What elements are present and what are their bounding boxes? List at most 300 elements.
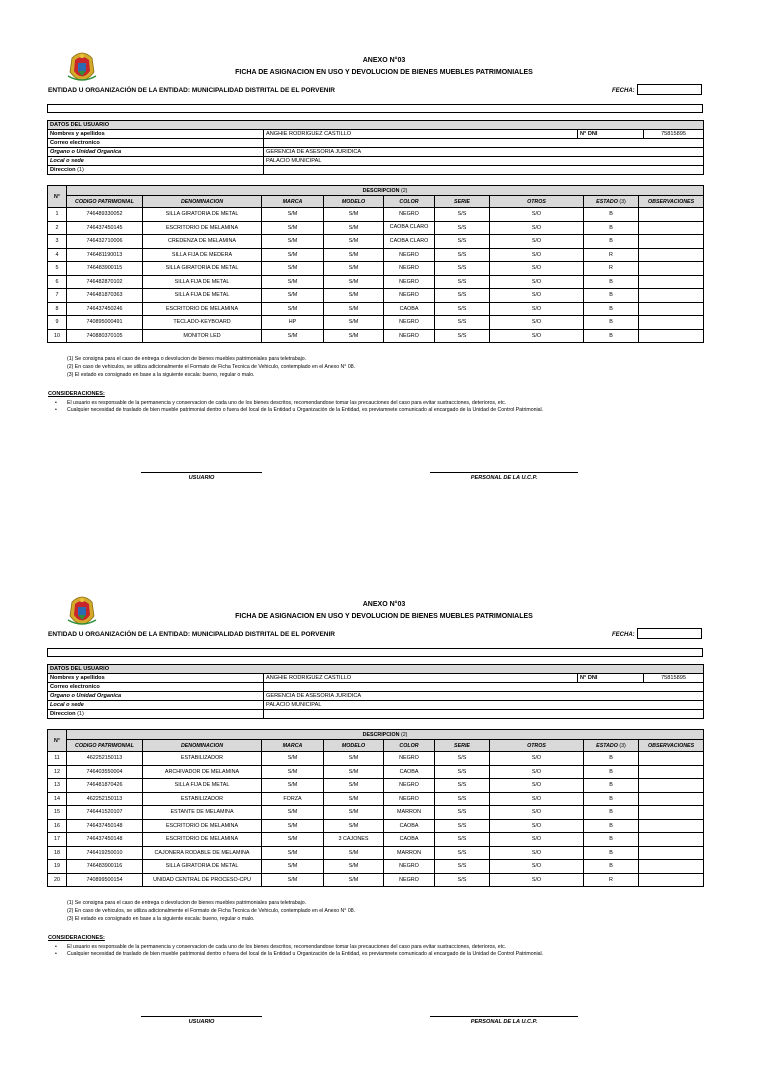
organ-label: Organo o Unidad Organica — [48, 692, 264, 701]
asset-state: B — [584, 806, 639, 820]
asset-state: B — [584, 819, 639, 833]
asset-brand: S/M — [262, 289, 324, 303]
col-header-other: OTROS — [490, 740, 584, 752]
asset-code: 746481870363 — [67, 289, 143, 303]
row-number: 1 — [48, 208, 67, 222]
description-header — [67, 186, 704, 196]
considerations-list — [55, 944, 575, 959]
asset-other: S/O — [490, 248, 584, 262]
table-row — [48, 248, 704, 262]
asset-name: SILLA GIRATORIA DE METAL — [143, 208, 262, 222]
asset-model: S/M — [324, 235, 384, 249]
asset-observations — [639, 792, 704, 806]
asset-serial: S/S — [435, 262, 490, 276]
description-label: DESCRIPCION — [362, 187, 400, 194]
row-number: 5 — [48, 262, 67, 276]
footnote-2: (2) En caso de vehiculos, se utiliza adicionalmente el Formato de Ficha Tecnica de Vehiculo, contemplado en el Anexo N° 08. — [67, 908, 356, 914]
user-section-title: DATOS DEL USUARIO — [48, 665, 704, 674]
asset-serial: S/S — [435, 248, 490, 262]
asset-observations — [639, 221, 704, 235]
asset-serial: S/S — [435, 221, 490, 235]
table-row — [48, 289, 704, 303]
asset-serial: S/S — [435, 752, 490, 766]
asset-other: S/O — [490, 289, 584, 303]
asset-name: UNIDAD CENTRAL DE PROCESO-CPU — [143, 873, 262, 887]
asset-observations — [639, 302, 704, 316]
asset-color: CAOBA — [384, 833, 435, 847]
asset-observations — [639, 235, 704, 249]
asset-name: SILLA FIJA DE METAL — [143, 779, 262, 793]
col-header-model: MODELO — [324, 196, 384, 208]
row-number: 18 — [48, 846, 67, 860]
col-header-state — [584, 740, 639, 752]
asset-model: S/M — [324, 275, 384, 289]
dni-label: N° DNI — [578, 130, 644, 139]
address-label — [48, 166, 264, 175]
address-note: (1) — [77, 167, 84, 173]
asset-serial: S/S — [435, 819, 490, 833]
asset-color: NEGRO — [384, 262, 435, 276]
consideration-2: Cualquier necesidad de traslado de bien mueble patrimonial dentro o fuera del local de la Entidad u Organización de la Entidad, es previamnete comunicado al encargado de la Unidad de Control Patrimonial. — [67, 407, 544, 414]
asset-color: CAOBA CLARO — [384, 221, 435, 235]
table-row — [48, 262, 704, 276]
footnote-3: (3) El estado es consignado en base a la siguiente escala: bueno, regular o malo. — [67, 916, 255, 922]
blank-row — [47, 104, 703, 113]
asset-brand: FORZA — [262, 792, 324, 806]
asset-code: 462252150113 — [67, 792, 143, 806]
asset-state: B — [584, 860, 639, 874]
consideration-1: El usuario es responsable de la permanencia y conservacion de cada uno de los bienes descritos, recomendandose tomar las precauciones del caso para evitar sustracciones, deterioros, etc. — [67, 944, 507, 950]
table-row — [48, 779, 704, 793]
asset-observations — [639, 275, 704, 289]
col-header-name: DENOMINACION — [143, 740, 262, 752]
asset-model: S/M — [324, 262, 384, 276]
col-header-serial: SERIE — [435, 740, 490, 752]
address-label-text: Direccion — [50, 167, 76, 173]
asset-code: 746482870102 — [67, 275, 143, 289]
asset-state: B — [584, 833, 639, 847]
asset-name: ESCRITORIO DE MELAMINA — [143, 221, 262, 235]
asset-color: CAOBA — [384, 765, 435, 779]
asset-color: NEGRO — [384, 289, 435, 303]
col-header-code: CODIGO PATRIMONIAL — [67, 740, 143, 752]
table-row — [48, 221, 704, 235]
asset-model: S/M — [324, 846, 384, 860]
asset-name: ESCRITORIO DE MELAMINA — [143, 302, 262, 316]
asset-model: S/M — [324, 819, 384, 833]
organ-label: Organo o Unidad Organica — [48, 148, 264, 157]
dni-value[interactable]: 75815895 — [644, 130, 704, 139]
asset-name: CAJONERA RODABLE DE MELAMINA — [143, 846, 262, 860]
asset-state: B — [584, 235, 639, 249]
asset-brand: S/M — [262, 806, 324, 820]
asset-serial: S/S — [435, 765, 490, 779]
asset-other: S/O — [490, 833, 584, 847]
asset-color: NEGRO — [384, 779, 435, 793]
bullet-icon: • — [55, 951, 57, 958]
row-number: 17 — [48, 833, 67, 847]
asset-name: TECLADO-KEYBOARD — [143, 316, 262, 330]
asset-model: S/M — [324, 302, 384, 316]
asset-state: B — [584, 792, 639, 806]
asset-state: B — [584, 846, 639, 860]
table-row — [48, 846, 704, 860]
asset-model: S/M — [324, 221, 384, 235]
site-value[interactable]: PALACIO MUNICIPAL — [264, 157, 704, 166]
asset-other: S/O — [490, 860, 584, 874]
description-note: (2) — [400, 731, 408, 738]
asset-code: 746481190013 — [67, 248, 143, 262]
asset-color: CAOBA — [384, 302, 435, 316]
asset-brand: S/M — [262, 860, 324, 874]
user-data-table — [47, 120, 704, 175]
entity-line: ENTIDAD U ORGANIZACIÓN DE LA ENTIDAD: MUNICIPALIDAD DISTRITAL DE EL PORVENIR — [48, 631, 335, 638]
municipal-crest-icon — [66, 50, 98, 86]
asset-state: B — [584, 316, 639, 330]
asset-color: CAOBA — [384, 819, 435, 833]
asset-model: S/M — [324, 860, 384, 874]
asset-state: B — [584, 208, 639, 222]
asset-name: ESCRITORIO DE MELAMINA — [143, 833, 262, 847]
asset-serial: S/S — [435, 329, 490, 343]
table-row — [48, 316, 704, 330]
user-data-table — [47, 664, 704, 719]
asset-serial: S/S — [435, 235, 490, 249]
asset-code: 746403550004 — [67, 765, 143, 779]
asset-color: MARRON — [384, 806, 435, 820]
asset-serial: S/S — [435, 806, 490, 820]
user-signature: USUARIO — [141, 1016, 262, 1029]
row-number: 2 — [48, 221, 67, 235]
table-row — [48, 833, 704, 847]
form-title: FICHA DE ASIGNACION EN USO Y DEVOLUCION DE BIENES MUEBLES PATRIMONIALES — [235, 613, 533, 620]
asset-observations — [639, 806, 704, 820]
site-label: Local o sede — [48, 157, 264, 166]
asset-state: B — [584, 329, 639, 343]
row-number: 11 — [48, 752, 67, 766]
asset-model: S/M — [324, 248, 384, 262]
asset-brand: S/M — [262, 873, 324, 887]
asset-serial: S/S — [435, 792, 490, 806]
asset-state: B — [584, 765, 639, 779]
asset-code: 746432710006 — [67, 235, 143, 249]
asset-brand: S/M — [262, 302, 324, 316]
asset-model: S/M — [324, 806, 384, 820]
table-row — [48, 752, 704, 766]
footnote-1: (1) Se consigna para el caso de entrega o devolucion de bienes muebles patrimoniales para teletrabajo. — [67, 356, 307, 362]
email-value[interactable] — [264, 683, 704, 692]
name-value[interactable]: ANGHIE RODRIGUEZ CASTILLO — [264, 674, 578, 683]
asset-name: SILLA FIJA DE METAL — [143, 275, 262, 289]
user-signature: USUARIO — [141, 472, 262, 485]
asset-other: S/O — [490, 806, 584, 820]
asset-brand: S/M — [262, 262, 324, 276]
asset-brand: S/M — [262, 248, 324, 262]
asset-name: CREDENZA DE MELAMINA — [143, 235, 262, 249]
asset-model: S/M — [324, 316, 384, 330]
asset-observations — [639, 779, 704, 793]
table-row — [48, 806, 704, 820]
date-label: FECHA: — [612, 632, 635, 638]
considerations-title: CONSIDERACIONES: — [48, 935, 105, 941]
considerations-title: CONSIDERACIONES: — [48, 391, 105, 397]
dni-value[interactable]: 75815895 — [644, 674, 704, 683]
asset-serial: S/S — [435, 779, 490, 793]
asset-observations — [639, 873, 704, 887]
row-number: 19 — [48, 860, 67, 874]
asset-code: 746419250010 — [67, 846, 143, 860]
asset-color: NEGRO — [384, 316, 435, 330]
asset-brand: S/M — [262, 208, 324, 222]
asset-code: 746481870426 — [67, 779, 143, 793]
asset-other: S/O — [490, 275, 584, 289]
organ-value[interactable]: GERENCIA DE ASESORIA JURIDICA — [264, 692, 704, 701]
col-header-other: OTROS — [490, 196, 584, 208]
table-row — [48, 860, 704, 874]
col-header-state — [584, 196, 639, 208]
asset-other: S/O — [490, 262, 584, 276]
site-value[interactable]: PALACIO MUNICIPAL — [264, 701, 704, 710]
col-header-brand: MARCA — [262, 740, 324, 752]
num-header: N° — [48, 186, 67, 208]
asset-form-2 — [0, 544, 768, 1084]
address-value[interactable] — [264, 710, 704, 719]
asset-code: 740880370105 — [67, 329, 143, 343]
asset-serial: S/S — [435, 846, 490, 860]
asset-state: B — [584, 221, 639, 235]
row-number: 12 — [48, 765, 67, 779]
asset-serial: S/S — [435, 316, 490, 330]
asset-other: S/O — [490, 792, 584, 806]
asset-brand: S/M — [262, 819, 324, 833]
asset-state: B — [584, 275, 639, 289]
col-header-observations: OBSERVACIONES — [639, 740, 704, 752]
asset-name: ESCRITORIO DE MELAMINA — [143, 819, 262, 833]
asset-serial: S/S — [435, 302, 490, 316]
state-note: (3) — [619, 742, 626, 749]
asset-model: S/M — [324, 779, 384, 793]
annex-title: ANEXO N°03 — [362, 601, 406, 608]
asset-state: R — [584, 262, 639, 276]
asset-brand: S/M — [262, 221, 324, 235]
asset-serial: S/S — [435, 833, 490, 847]
asset-brand: S/M — [262, 765, 324, 779]
footnote-2: (2) En caso de vehiculos, se utiliza adicionalmente el Formato de Ficha Tecnica de Vehiculo, contemplado en el Anexo N° 08. — [67, 364, 356, 370]
row-number: 8 — [48, 302, 67, 316]
asset-other: S/O — [490, 873, 584, 887]
date-field[interactable] — [637, 84, 702, 95]
asset-brand: HP — [262, 316, 324, 330]
asset-observations — [639, 316, 704, 330]
asset-code: 746437450246 — [67, 302, 143, 316]
asset-observations — [639, 819, 704, 833]
annex-title: ANEXO N°03 — [362, 57, 406, 64]
asset-code: 746441520107 — [67, 806, 143, 820]
table-row — [48, 819, 704, 833]
asset-other: S/O — [490, 302, 584, 316]
asset-code: 746437450148 — [67, 819, 143, 833]
asset-name: SILLA GIRATORIA DE METAL — [143, 262, 262, 276]
bullet-icon: • — [55, 944, 57, 950]
entity-line: ENTIDAD U ORGANIZACIÓN DE LA ENTIDAD: MUNICIPALIDAD DISTRITAL DE EL PORVENIR — [48, 87, 335, 94]
table-row — [48, 208, 704, 222]
col-header-code: CODIGO PATRIMONIAL — [67, 196, 143, 208]
date-field[interactable] — [637, 628, 702, 639]
row-number: 20 — [48, 873, 67, 887]
asset-form-1 — [0, 0, 768, 540]
asset-color: MARRON — [384, 846, 435, 860]
consideration-1: El usuario es responsable de la permanencia y conservacion de cada uno de los bienes descritos, recomendandose tomar las precauciones del caso para evitar sustracciones, deterioros, etc. — [67, 400, 507, 406]
name-value[interactable]: ANGHIE RODRIGUEZ CASTILLO — [264, 130, 578, 139]
asset-other: S/O — [490, 208, 584, 222]
asset-color: NEGRO — [384, 208, 435, 222]
table-row — [48, 235, 704, 249]
asset-observations — [639, 833, 704, 847]
state-label: ESTADO — [596, 198, 618, 205]
col-header-name: DENOMINACION — [143, 196, 262, 208]
date-label: FECHA: — [612, 88, 635, 94]
asset-other: S/O — [490, 779, 584, 793]
state-label: ESTADO — [596, 742, 618, 749]
table-row — [48, 329, 704, 343]
row-number: 4 — [48, 248, 67, 262]
asset-state: R — [584, 248, 639, 262]
row-number: 15 — [48, 806, 67, 820]
state-note: (3) — [619, 198, 626, 205]
col-header-observations: OBSERVACIONES — [639, 196, 704, 208]
footnotes — [67, 355, 355, 379]
asset-model: S/M — [324, 765, 384, 779]
asset-code: 740899500154 — [67, 873, 143, 887]
asset-observations — [639, 752, 704, 766]
row-number: 7 — [48, 289, 67, 303]
footnote-3: (3) El estado es consignado en base a la siguiente escala: bueno, regular o malo. — [67, 372, 255, 378]
asset-color: NEGRO — [384, 275, 435, 289]
user-section-title: DATOS DEL USUARIO — [48, 121, 704, 130]
address-label — [48, 710, 264, 719]
table-row — [48, 792, 704, 806]
asset-other: S/O — [490, 329, 584, 343]
row-number: 10 — [48, 329, 67, 343]
asset-brand: S/M — [262, 275, 324, 289]
asset-other: S/O — [490, 819, 584, 833]
footnote-1: (1) Se consigna para el caso de entrega o devolucion de bienes muebles patrimoniales para teletrabajo. — [67, 900, 307, 906]
consideration-2: Cualquier necesidad de traslado de bien mueble patrimonial dentro o fuera del local de la Entidad u Organización de la Entidad, es previamnete comunicado al encargado de la Unidad de Control Patrimonial. — [67, 951, 544, 958]
asset-model: S/M — [324, 752, 384, 766]
col-header-color: COLOR — [384, 740, 435, 752]
asset-name: MONITOR LED — [143, 329, 262, 343]
asset-observations — [639, 329, 704, 343]
row-number: 9 — [48, 316, 67, 330]
assets-table — [47, 729, 704, 887]
row-number: 13 — [48, 779, 67, 793]
table-row — [48, 302, 704, 316]
asset-color: CAOBA CLARO — [384, 235, 435, 249]
asset-name: ESTABILIZADOR — [143, 792, 262, 806]
asset-other: S/O — [490, 752, 584, 766]
row-number: 16 — [48, 819, 67, 833]
asset-name: ESTANTE DE MELAMINA — [143, 806, 262, 820]
table-row — [48, 275, 704, 289]
staff-signature: PERSONAL DE LA U.C.P. — [430, 472, 578, 485]
asset-serial: S/S — [435, 873, 490, 887]
asset-observations — [639, 248, 704, 262]
asset-name: ESTABILIZADOR — [143, 752, 262, 766]
asset-code: 462252150113 — [67, 752, 143, 766]
asset-color: NEGRO — [384, 248, 435, 262]
assets-table — [47, 185, 704, 343]
email-label: Correo electronico — [48, 139, 264, 148]
asset-name: SILLA FIJA DE METAL — [143, 289, 262, 303]
asset-model: 3 CAJONES — [324, 833, 384, 847]
asset-model: S/M — [324, 289, 384, 303]
name-label: Nombres y apellidos — [48, 674, 264, 683]
email-label: Correo electronico — [48, 683, 264, 692]
name-label: Nombres y apellidos — [48, 130, 264, 139]
asset-other: S/O — [490, 316, 584, 330]
asset-observations — [639, 208, 704, 222]
asset-code: 746483900116 — [67, 860, 143, 874]
organ-value[interactable]: GERENCIA DE ASESORIA JURIDICA — [264, 148, 704, 157]
asset-brand: S/M — [262, 779, 324, 793]
asset-color: NEGRO — [384, 792, 435, 806]
asset-model: S/M — [324, 873, 384, 887]
asset-observations — [639, 289, 704, 303]
asset-other: S/O — [490, 235, 584, 249]
col-header-brand: MARCA — [262, 196, 324, 208]
asset-state: B — [584, 289, 639, 303]
asset-color: NEGRO — [384, 329, 435, 343]
asset-brand: S/M — [262, 329, 324, 343]
bullet-icon: • — [55, 400, 57, 406]
asset-serial: S/S — [435, 860, 490, 874]
asset-other: S/O — [490, 221, 584, 235]
form-title: FICHA DE ASIGNACION EN USO Y DEVOLUCION DE BIENES MUEBLES PATRIMONIALES — [235, 69, 533, 76]
asset-brand: S/M — [262, 752, 324, 766]
description-header — [67, 730, 704, 740]
description-note: (2) — [400, 187, 408, 194]
col-header-color: COLOR — [384, 196, 435, 208]
asset-state: B — [584, 752, 639, 766]
staff-signature: PERSONAL DE LA U.C.P. — [430, 1016, 578, 1029]
municipal-crest-icon — [66, 594, 98, 630]
row-number: 14 — [48, 792, 67, 806]
asset-serial: S/S — [435, 208, 490, 222]
asset-state: R — [584, 873, 639, 887]
num-header: N° — [48, 730, 67, 752]
asset-observations — [639, 846, 704, 860]
asset-other: S/O — [490, 765, 584, 779]
asset-brand: S/M — [262, 235, 324, 249]
table-row — [48, 765, 704, 779]
considerations-list — [55, 400, 575, 415]
col-header-model: MODELO — [324, 740, 384, 752]
email-value[interactable] — [264, 139, 704, 148]
asset-model: S/M — [324, 792, 384, 806]
table-row — [48, 873, 704, 887]
blank-row — [47, 648, 703, 657]
bullet-icon: • — [55, 407, 57, 414]
address-value[interactable] — [264, 166, 704, 175]
address-label-text: Direccion — [50, 711, 76, 717]
asset-state: B — [584, 779, 639, 793]
dni-label: N° DNI — [578, 674, 644, 683]
col-header-serial: SERIE — [435, 196, 490, 208]
asset-name: SILLA GIRATORIA DE METAL — [143, 860, 262, 874]
row-number: 6 — [48, 275, 67, 289]
asset-code: 740895000491 — [67, 316, 143, 330]
address-note: (1) — [77, 711, 84, 717]
